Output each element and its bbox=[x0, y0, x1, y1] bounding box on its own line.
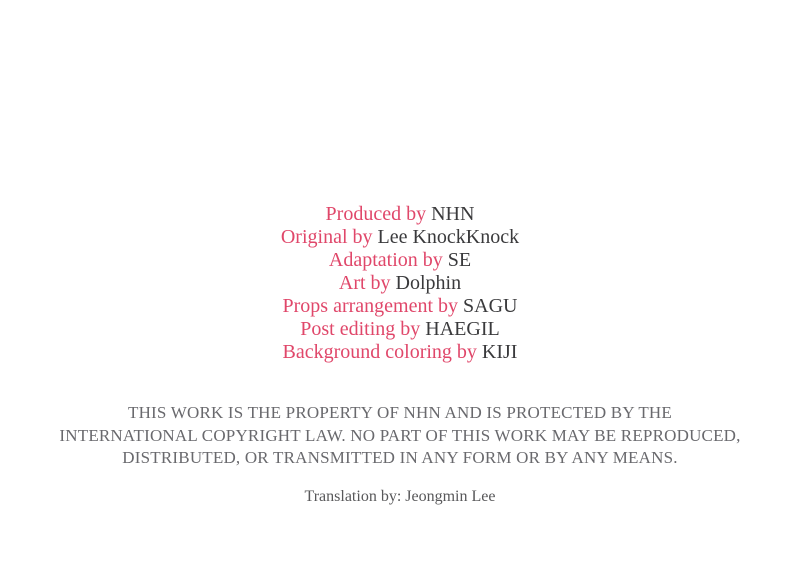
credit-role-label: Post editing by bbox=[300, 318, 421, 340]
credit-role-label: Props arrangement by bbox=[282, 295, 459, 317]
copyright-line: DISTRIBUTED, OR TRANSMITTED IN ANY FORM OR BY ANY MEANS. bbox=[122, 448, 678, 467]
credit-line-adaptation bbox=[0, 249, 800, 272]
credit-role-label: Original by bbox=[280, 226, 373, 248]
credit-name: Dolphin bbox=[395, 272, 462, 294]
credit-line-props bbox=[0, 295, 800, 318]
credit-line-original bbox=[0, 226, 800, 249]
credit-line-background-coloring bbox=[0, 341, 800, 364]
credit-line-post-editing bbox=[0, 318, 800, 341]
credits-block bbox=[0, 203, 800, 364]
credit-line-art bbox=[0, 272, 800, 295]
copyright-line: THIS WORK IS THE PROPERTY OF NHN AND IS PROTECTED BY THE bbox=[128, 403, 672, 422]
credit-name: SE bbox=[447, 249, 472, 271]
credit-role-label: Art by bbox=[338, 272, 391, 294]
credit-name: NHN bbox=[431, 203, 475, 225]
copyright-notice bbox=[0, 402, 800, 470]
credit-role-label: Background coloring by bbox=[282, 341, 477, 363]
credit-name: KIJI bbox=[481, 341, 518, 363]
copyright-line: INTERNATIONAL COPYRIGHT LAW. NO PART OF THIS WORK MAY BE REPRODUCED, bbox=[59, 425, 741, 445]
credit-line-produced bbox=[0, 203, 800, 226]
credit-name: Lee KnockKnock bbox=[377, 226, 520, 248]
translation-credit: Translation by: Jeongmin Lee bbox=[304, 488, 496, 505]
credit-role-label: Produced by bbox=[325, 203, 427, 225]
credit-role-label: Adaptation by bbox=[328, 249, 443, 271]
credit-name: SAGU bbox=[463, 295, 518, 317]
credit-name: HAEGIL bbox=[425, 318, 500, 340]
